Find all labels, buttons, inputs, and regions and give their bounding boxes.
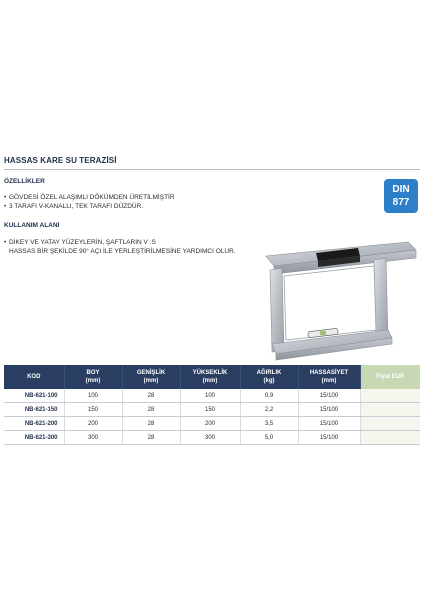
bullet-icon: • bbox=[4, 194, 7, 201]
cell-width: 28 bbox=[122, 389, 180, 403]
cell-code: NB-621-100 bbox=[4, 389, 64, 403]
features-heading: ÖZELLİKLER bbox=[4, 178, 45, 185]
bullet-icon: • bbox=[4, 239, 7, 246]
cell-height: 200 bbox=[180, 417, 240, 431]
col-header-height: YÜKSEKLİK (mm) bbox=[180, 365, 240, 389]
cell-price bbox=[360, 431, 420, 445]
cell-accuracy: 15/100 bbox=[298, 431, 360, 445]
usage-line: • DİKEY VE YATAY YÜZEYLERİN, ŞAFTLARIN V .S bbox=[4, 239, 156, 246]
cell-price bbox=[360, 389, 420, 403]
specification-table bbox=[4, 365, 420, 445]
cell-accuracy: 15/100 bbox=[298, 389, 360, 403]
col-header-width: GENİŞLİK (mm) bbox=[122, 365, 180, 389]
cell-weight: 3,5 bbox=[240, 417, 298, 431]
col-header-code: KOD bbox=[4, 365, 64, 389]
cell-weight: 2,2 bbox=[240, 403, 298, 417]
features-list bbox=[4, 193, 175, 211]
table-row bbox=[4, 431, 420, 445]
cell-price bbox=[360, 417, 420, 431]
col-header-price: Fiyat EUR bbox=[360, 365, 420, 389]
cell-width: 28 bbox=[122, 431, 180, 445]
cell-width: 28 bbox=[122, 403, 180, 417]
features-item: • 3 TARAFI V-KANALLI, TEK TARAFI DÜZDÜR. bbox=[4, 203, 144, 210]
cell-length: 100 bbox=[64, 389, 122, 403]
cell-weight: 5,0 bbox=[240, 431, 298, 445]
table-header-row bbox=[4, 365, 420, 389]
col-header-accuracy: HASSASİYET (mm) bbox=[298, 365, 360, 389]
din-standard-badge bbox=[384, 179, 418, 213]
product-title: HASSAS KARE SU TERAZİSİ bbox=[4, 156, 117, 165]
col-header-length: BOY (mm) bbox=[64, 365, 122, 389]
square-spirit-level-photo-icon bbox=[258, 226, 422, 366]
usage-heading: KULLANIM ALANI bbox=[4, 222, 60, 229]
cell-code: NB-621-300 bbox=[4, 431, 64, 445]
usage-list bbox=[4, 238, 236, 256]
cell-height: 150 bbox=[180, 403, 240, 417]
cell-length: 150 bbox=[64, 403, 122, 417]
cell-code: NB-621-200 bbox=[4, 417, 64, 431]
bullet-icon: • bbox=[4, 203, 7, 210]
cell-accuracy: 15/100 bbox=[298, 403, 360, 417]
cell-height: 300 bbox=[180, 431, 240, 445]
usage-line: HASSAS BİR ŞEKİLDE 90° AÇI İLE YERLEŞTİRİLMESİNE YARDIMCI OLUR. bbox=[9, 248, 236, 255]
cell-price bbox=[360, 403, 420, 417]
col-header-weight: AĞIRLIK (kg) bbox=[240, 365, 298, 389]
din-badge-line1: DIN bbox=[392, 184, 410, 195]
title-divider bbox=[4, 169, 420, 170]
cell-code: NB-621-150 bbox=[4, 403, 64, 417]
cell-accuracy: 15/100 bbox=[298, 417, 360, 431]
cell-height: 100 bbox=[180, 389, 240, 403]
features-item: • GÖVDESİ ÖZEL ALAŞIMLI DÖKÜMDEN ÜRETİLMİŞTİR bbox=[4, 194, 175, 201]
cell-weight: 0,9 bbox=[240, 389, 298, 403]
table-row bbox=[4, 417, 420, 431]
din-badge-line2: 877 bbox=[392, 197, 410, 208]
cell-length: 200 bbox=[64, 417, 122, 431]
table-row bbox=[4, 389, 420, 403]
cell-width: 28 bbox=[122, 417, 180, 431]
cell-length: 300 bbox=[64, 431, 122, 445]
table-row bbox=[4, 403, 420, 417]
